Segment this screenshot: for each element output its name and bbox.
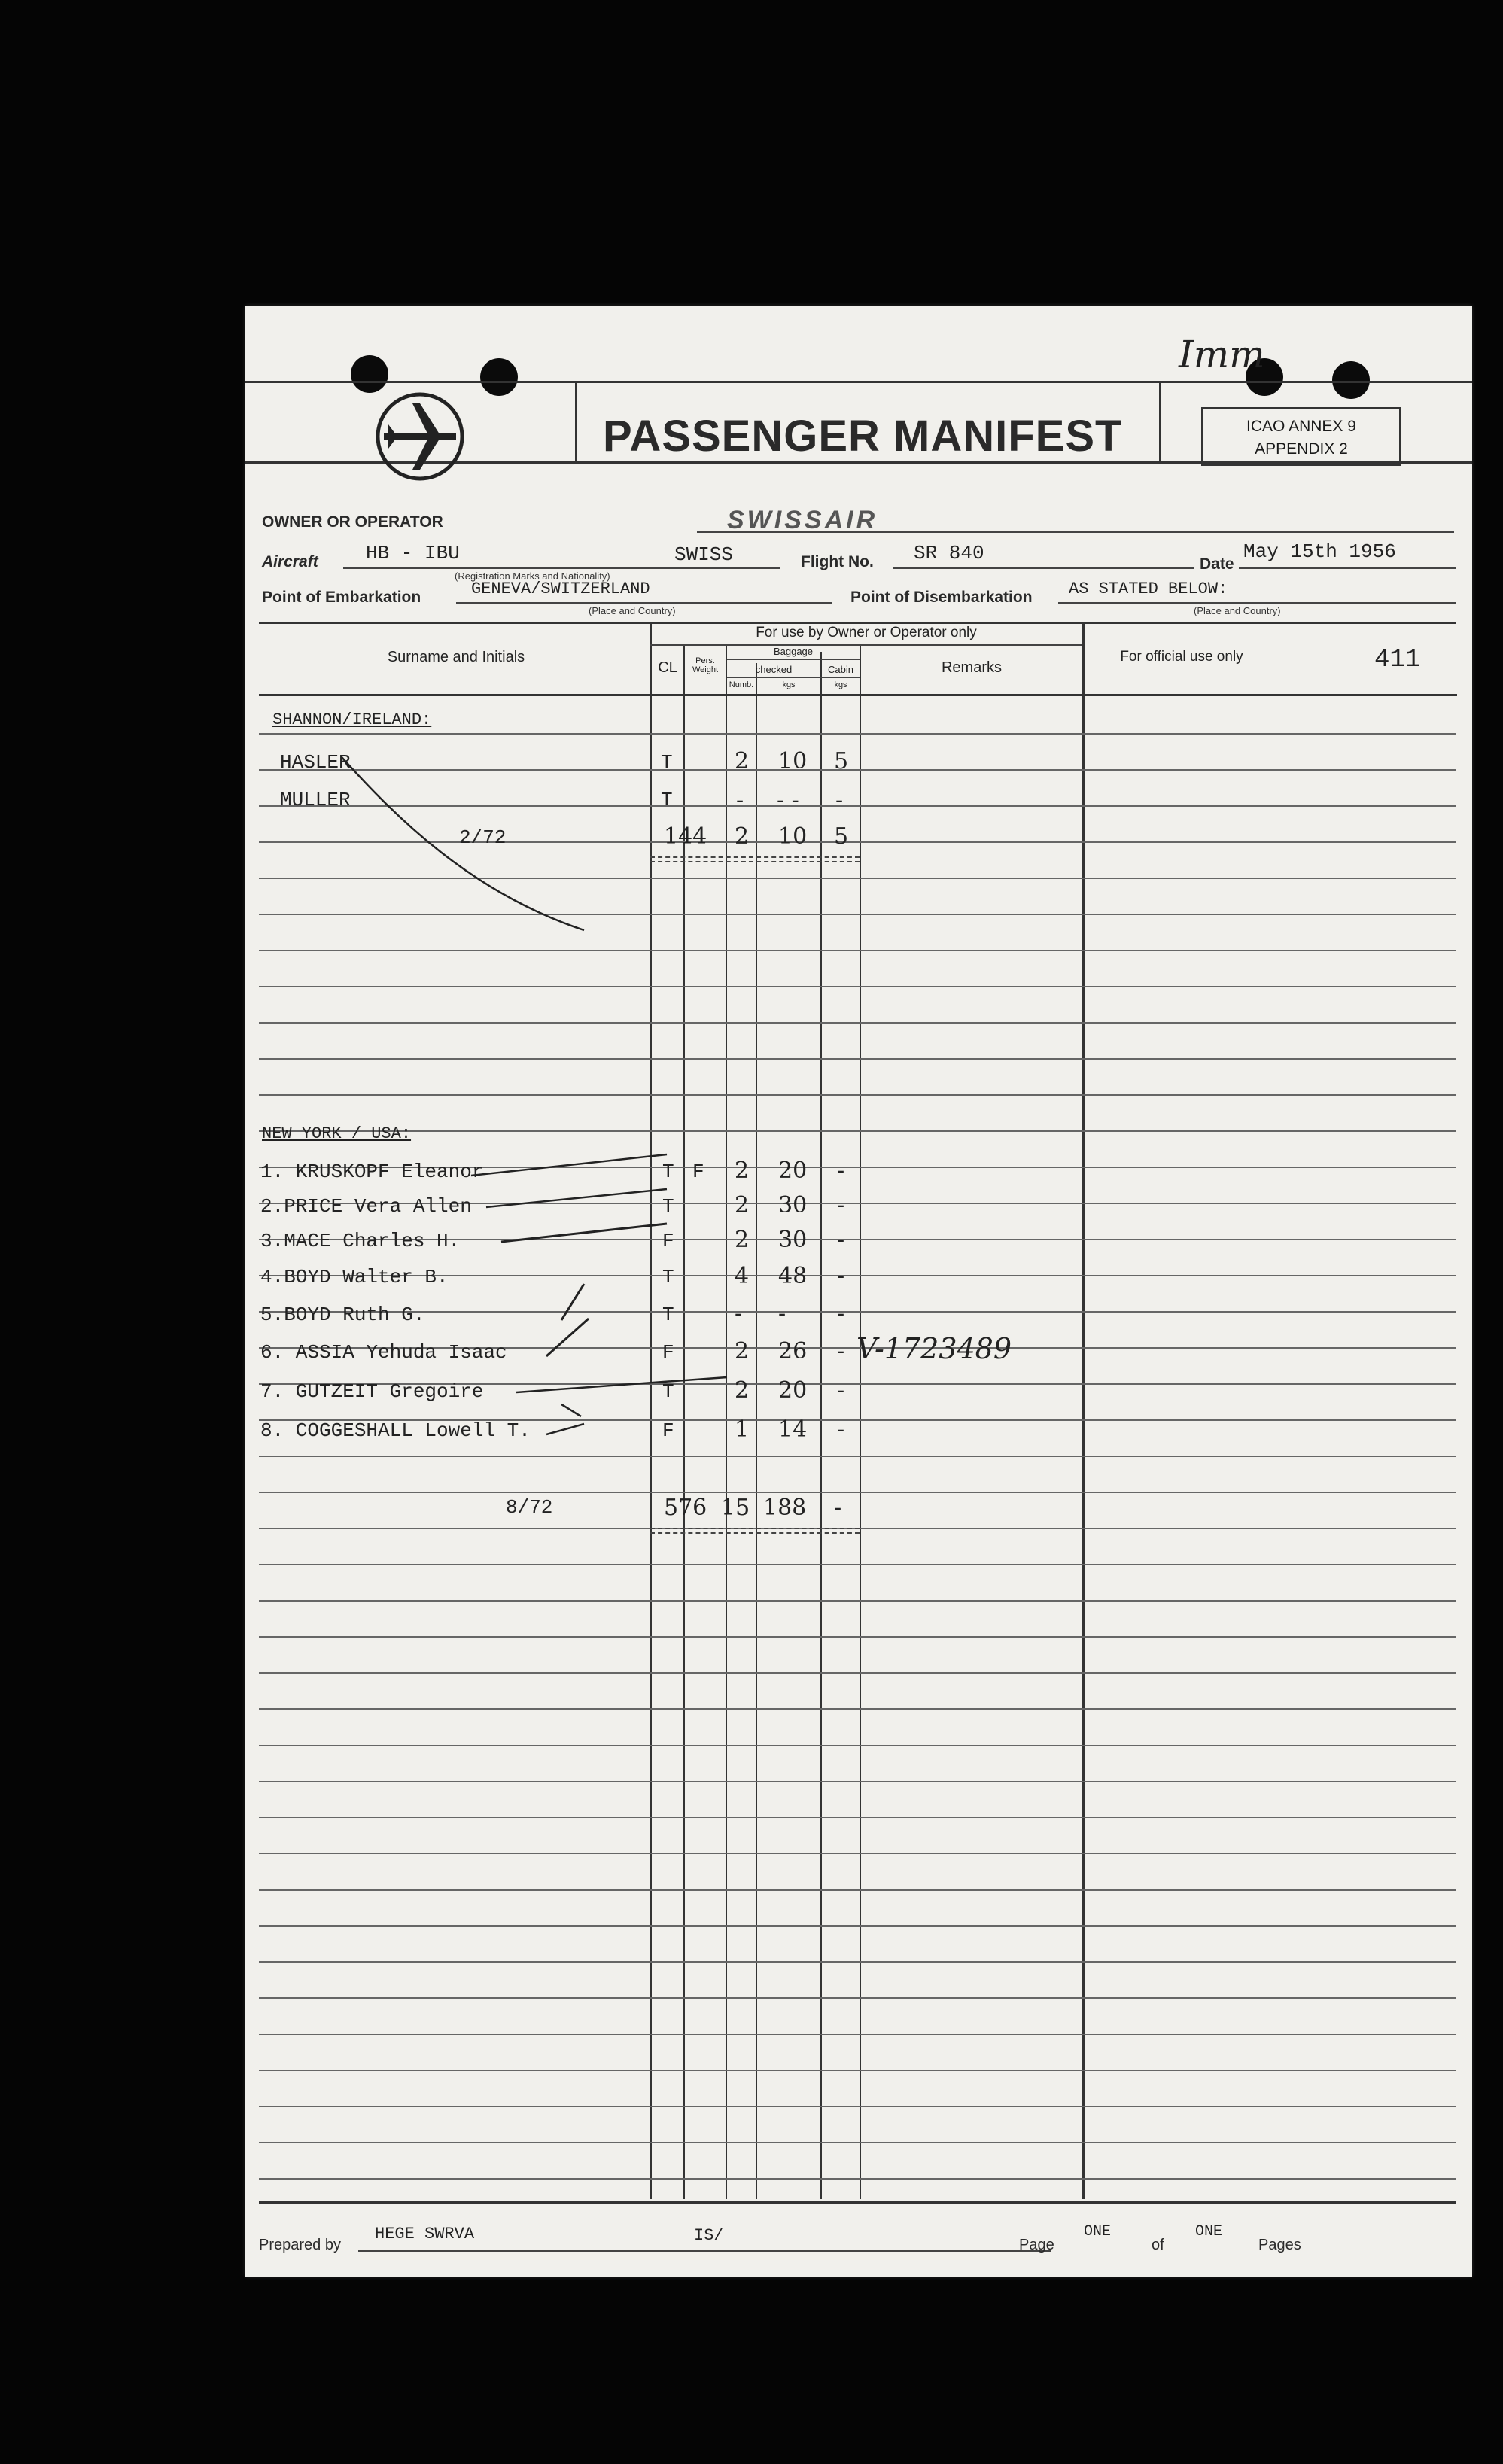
- flight-value: SR 840: [914, 542, 984, 564]
- passenger-class: T: [662, 1380, 674, 1403]
- manifest-sheet: [245, 306, 1472, 2277]
- page-value: ONE: [1084, 2223, 1112, 2240]
- total-bag-kgs: 10: [778, 823, 808, 850]
- corner-mark: Imm: [1179, 333, 1265, 376]
- cl-heading: CL: [658, 659, 677, 676]
- embark-value: GENEVA/SWITZERLAND: [471, 579, 650, 598]
- of-label: of: [1152, 2237, 1164, 2253]
- passenger-class: T: [662, 1266, 674, 1288]
- bag-kgs: -: [778, 1300, 786, 1327]
- embark-caption: (Place and Country): [589, 605, 676, 616]
- passenger-class: T: [662, 1161, 674, 1183]
- nationality-value: SWISS: [674, 543, 734, 566]
- bag-kgs: 26: [778, 1338, 808, 1364]
- cabin-kgs: -: [837, 1416, 845, 1443]
- bag-kgs: 20: [778, 1157, 808, 1184]
- kgs-heading: kgs: [782, 680, 796, 689]
- bag-kgs: 30: [778, 1227, 808, 1253]
- surnames-heading: Surname and Initials: [387, 649, 525, 665]
- disembark-caption: (Place and Country): [1194, 605, 1281, 616]
- disembark-value: AS STATED BELOW:: [1069, 579, 1228, 598]
- cabin-kgs: -: [837, 1227, 845, 1253]
- pen-strokes: [245, 306, 1472, 2277]
- flight-label: Flight No.: [801, 553, 874, 570]
- date-value: May 15th 1956: [1243, 540, 1396, 563]
- bag-count: 2: [735, 1227, 750, 1253]
- cabin-kgs: -: [837, 1192, 845, 1218]
- bag-count: 4: [735, 1263, 750, 1289]
- personal-weight: F: [692, 1161, 704, 1183]
- section-total-label: 2/72: [459, 826, 507, 849]
- total-cabin-kgs: 5: [834, 823, 849, 850]
- bag-count: 2: [735, 1192, 750, 1218]
- prepared-value: HEGE SWRVA: [375, 2225, 475, 2243]
- passenger-name: 6. ASSIA Yehuda Isaac: [260, 1341, 507, 1364]
- bag-count: 2: [735, 1338, 750, 1364]
- total-cabin-kgs: -: [834, 1495, 842, 1521]
- page-label: Page: [1019, 2237, 1054, 2253]
- bag-kgs: 20: [778, 1377, 808, 1404]
- passenger-name: 8. COGGESHALL Lowell T.: [260, 1419, 531, 1442]
- passenger-class: F: [662, 1230, 674, 1252]
- passenger-name: 5.BOYD Ruth G.: [260, 1303, 425, 1326]
- bag-count: -: [736, 787, 744, 814]
- passenger-name: 2.PRICE Vera Allen: [260, 1195, 472, 1218]
- passenger-name: 7. GUTZEIT Gregoire: [260, 1380, 484, 1403]
- icao-line-1: ICAO ANNEX 9: [1246, 418, 1356, 435]
- prepared-suffix: IS/: [694, 2226, 724, 2245]
- checked-heading: checked: [755, 664, 793, 675]
- cabin-kgs: -: [837, 1263, 845, 1289]
- bag-count: -: [735, 1300, 743, 1327]
- passenger-class: F: [662, 1419, 674, 1442]
- bag-count: 2: [735, 1157, 750, 1184]
- owner-label: OWNER OR OPERATOR: [262, 513, 443, 531]
- date-label: Date: [1200, 555, 1234, 573]
- baggage-heading: Baggage: [773, 646, 814, 657]
- passenger-name: 4.BOYD Walter B.: [260, 1266, 449, 1288]
- pages-label: Pages: [1258, 2237, 1301, 2253]
- passenger-class: T: [661, 789, 673, 811]
- bag-count: 2: [735, 1377, 750, 1404]
- section-heading-shannon: SHANNON/IRELAND:: [272, 710, 432, 729]
- cabin-kgs: -: [837, 1377, 845, 1404]
- passenger-class: T: [662, 1195, 674, 1218]
- official-number: 411: [1374, 646, 1421, 674]
- of-value: ONE: [1195, 2223, 1223, 2240]
- section-heading-new-york: NEW YORK / USA:: [262, 1124, 412, 1143]
- section-total-label: 8/72: [506, 1496, 553, 1519]
- cabin-kgs: -: [837, 1338, 845, 1364]
- embark-label: Point of Embarkation: [262, 589, 421, 606]
- bag-kgs: 10: [778, 748, 808, 774]
- cabin-kgs: -: [837, 1300, 845, 1327]
- aircraft-label: Aircraft: [262, 553, 318, 570]
- aircraft-value: HB - IBU: [366, 542, 460, 564]
- cabin-kgs-heading: kgs: [834, 680, 847, 689]
- remarks-heading: Remarks: [941, 659, 1002, 676]
- disembark-label: Point of Disembarkation: [850, 589, 1033, 606]
- aircraft-caption: (Registration Marks and Nationality): [455, 570, 610, 582]
- total-bag-kgs: 188: [763, 1495, 807, 1521]
- prepared-label: Prepared by: [259, 2237, 341, 2253]
- cabin-kgs: -: [835, 787, 844, 814]
- official-heading: For official use only: [1120, 649, 1243, 665]
- form-title: PASSENGER MANIFEST: [603, 412, 1123, 461]
- passenger-name: 1. KRUSKOPF Eleanor: [260, 1161, 484, 1183]
- total-bag-count: 2: [735, 823, 750, 850]
- passenger-name: MULLER: [280, 789, 351, 811]
- bag-kgs: 30: [778, 1192, 808, 1218]
- total-bag-count: 15: [721, 1495, 750, 1521]
- passenger-class: F: [662, 1341, 674, 1364]
- total-weight: 576: [664, 1495, 707, 1521]
- pers-weight-heading: Pers. Weight: [692, 656, 719, 674]
- passenger-name: 3.MACE Charles H.: [260, 1230, 461, 1252]
- bag-count: 2: [735, 748, 750, 774]
- cabin-kgs: -: [837, 1157, 845, 1184]
- numb-heading: Numb.: [729, 680, 754, 689]
- owner-use-heading: For use by Owner or Operator only: [756, 625, 977, 640]
- passenger-name: HASLER: [280, 751, 351, 774]
- cabin-heading: Cabin: [828, 664, 853, 675]
- icao-line-2: APPENDIX 2: [1255, 440, 1348, 458]
- owner-value: SWISSAIR: [727, 506, 878, 534]
- total-weight: 144: [664, 823, 707, 850]
- passenger-class: T: [662, 1303, 674, 1326]
- bag-kgs: 48: [778, 1263, 808, 1289]
- cabin-kgs: 5: [834, 748, 849, 774]
- passenger-class: T: [661, 751, 673, 774]
- bag-kgs: 14: [778, 1416, 808, 1443]
- bag-count: 1: [735, 1416, 750, 1443]
- bag-kgs: - -: [777, 787, 799, 814]
- remark-value: V-1723489: [856, 1332, 1012, 1365]
